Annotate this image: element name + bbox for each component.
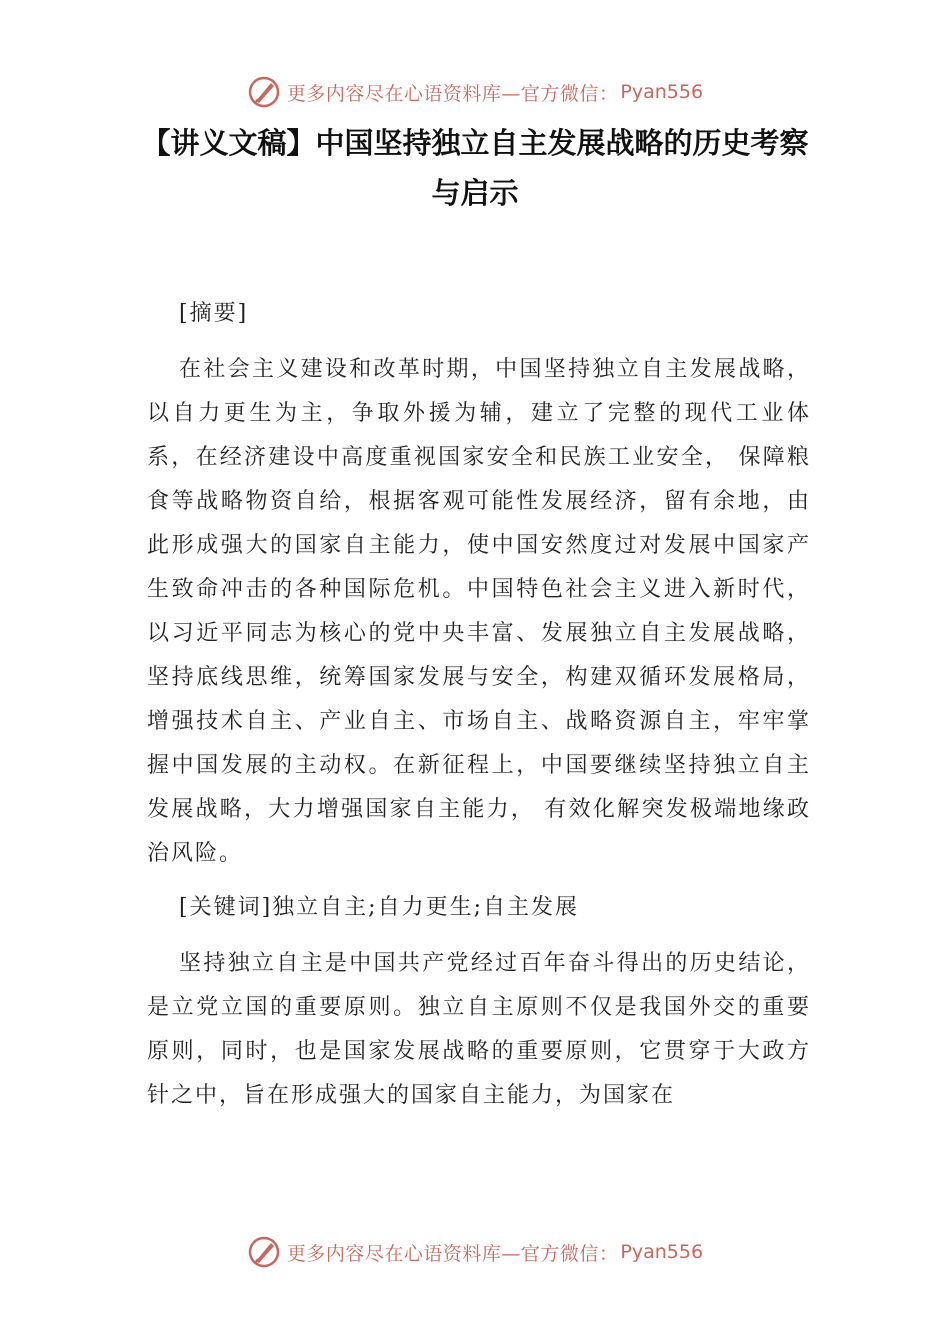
banner-text: 更多内容尽在心语资料库—官方微信： — [286, 82, 619, 105]
abstract-label: [摘要] — [179, 301, 249, 326]
banner-wechat-id: Pyan556 — [620, 1241, 704, 1263]
header-banner — [0, 72, 950, 112]
document-body — [147, 292, 811, 1130]
quill-logo-icon — [247, 1235, 281, 1269]
quill-logo-icon — [247, 75, 281, 109]
keywords-line: [关键词]独立自主;自力更生;自主发展 — [179, 895, 579, 920]
banner-wechat-id: Pyan556 — [620, 81, 704, 103]
banner-text: 更多内容尽在心语资料库—官方微信： — [286, 1242, 619, 1265]
body-paragraph: 坚持独立自主是中国共产党经过百年奋斗得出的历史结论，是立党立国的重要原则。独立自主原则不仅是我国外交的重要原则，同时，也是国家发展战略的重要原则，它贯穿于大政方针之中，旨在形成强大的国家自主能力，为国家在 — [147, 951, 811, 1108]
footer-banner — [0, 1232, 950, 1272]
document-title: 【讲义文稿】中国坚持独立自主发展战略的历史考察与启示 — [141, 126, 809, 210]
abstract-paragraph: 在社会主义建设和改革时期，中国坚持独立自主发展战略，以自力更生为主，争取外援为辅，建立了完整的现代工业体系，在经济建设中高度重视国家安全和民族工业安全， 保障粮食等战略物资自给，根据客观可能性发展经济，留有余地，由此形成强大的国家自主能力，使中国安然度过对发展中国家产生致命冲击的各种国际危机。中国特色社会主义进入新时代，以习近平同志为核心的党中央丰富、发展独立自主发展战略，坚持底线思维，统筹国家发展与安全，构建双循环发展格局，增强技术自主、产业自主、市场自主、战略资源自主，牢牢掌握中国发展的主动权。在新征程上，中国要继续坚持独立自主发展战略，大力增强国家自主能力， 有效化解突发极端地缘政治风险。 — [147, 357, 811, 866]
